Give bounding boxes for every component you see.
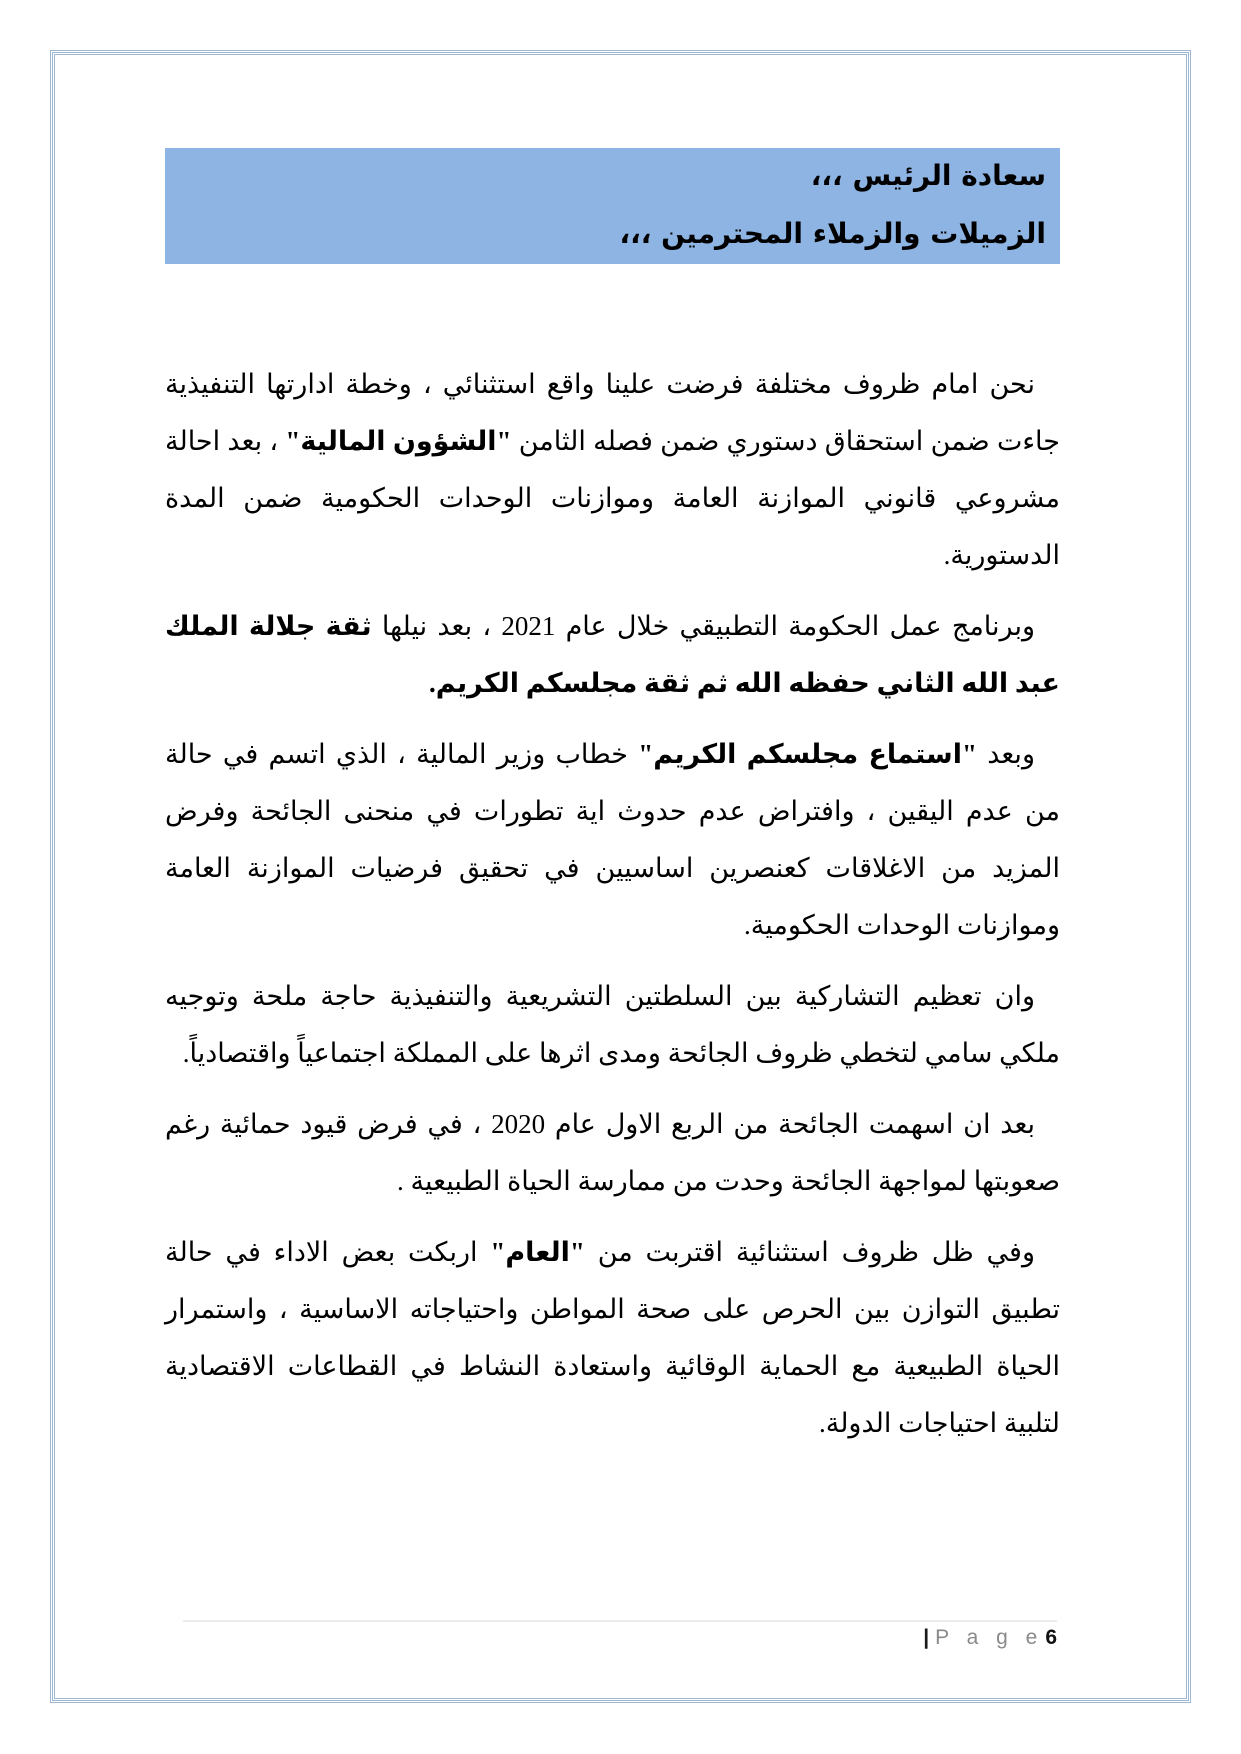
text-run: وفي ظل ظروف استثنائية اقتربت من (584, 1237, 1035, 1267)
text-run: وبعد (976, 739, 1035, 769)
body-text (165, 356, 1060, 1452)
body-paragraph (165, 968, 1060, 1082)
body-paragraph (165, 356, 1060, 584)
bold-text-run: "الشؤون المالية" (285, 426, 512, 456)
footer-separator-line (183, 1620, 1057, 1622)
text-run: نحن امام ظروف مختلفة فرضت علينا واقع استثنائي ، وخطة ادارتها التنفيذية جاءت ضمن استحقاق دستوري ضمن فصله الثامن (165, 369, 1060, 456)
text-run: وان تعظيم التشاركية بين السلطتين التشريعية والتنفيذية حاجة ملحة وتوجيه ملكي سامي لتخطي ظروف الجائحة ومدى اثرها على المملكة اجتماعياً واقتصادياً. (165, 981, 1060, 1068)
text-run: خطاب وزير المالية ، الذي اتسم في حالة من عدم اليقين ، وافتراض عدم حدوث اية تطورات في منحنى الجائحة وفرض المزيد من الاغلاقات كعنصرين اساسيين في تحقيق فرضيات الموازنة العامة وموازنات الوحدات الحكومية. (165, 739, 1061, 940)
content-column (165, 148, 1060, 1466)
text-run: ، بعد احالة مشروعي قانوني الموازنة العامة وموازنات الوحدات الحكومية ضمن المدة الدستورية. (165, 426, 1060, 570)
text-run: وبرنامج عمل الحكومة التطبيقي خلال عام 2021 ، بعد نيلها (371, 611, 1035, 641)
bold-text-run: "استماع مجلسكم الكريم" (638, 739, 977, 769)
text-run: اربكت بعض الاداء في حالة تطبيق التوازن بين الحرص على صحة المواطن واحتياجاته الاساسية ، واستمرار الحياة الطبيعية مع الحماية الوقائية واستعادة النشاط في القطاعات الاقتصادية لتلبية احتياجات الدولة. (165, 1237, 1060, 1438)
body-paragraph (165, 1224, 1060, 1452)
bold-text-run: ثقة جلالة الملك عبد الله الثاني حفظه الله ثم ثقة مجلسكم الكريم. (165, 611, 1060, 698)
salutation-line-colleagues: الزميلات والزملاء المحترمين ،،، (619, 217, 1046, 250)
salutation-highlight-block (165, 148, 1060, 264)
text-run: بعد ان اسهمت الجائحة من الربع الاول عام 2020 ، في فرض قيود حمائية رغم صعوبتها لمواجهة الجائحة وحدت من ممارسة الحياة الطبيعية . (165, 1109, 1060, 1196)
footer-page-word: P a g e (935, 1626, 1044, 1649)
body-paragraph (165, 598, 1060, 712)
salutation-line-president: سعادة الرئيس ،،، (810, 159, 1046, 192)
body-paragraph (165, 1096, 1060, 1210)
footer-page-number: 6 (1045, 1626, 1057, 1649)
bold-text-run: "العام" (490, 1237, 585, 1267)
page-footer (183, 1626, 1057, 1650)
body-paragraph (165, 726, 1060, 954)
footer-pipe: | (923, 1626, 930, 1649)
